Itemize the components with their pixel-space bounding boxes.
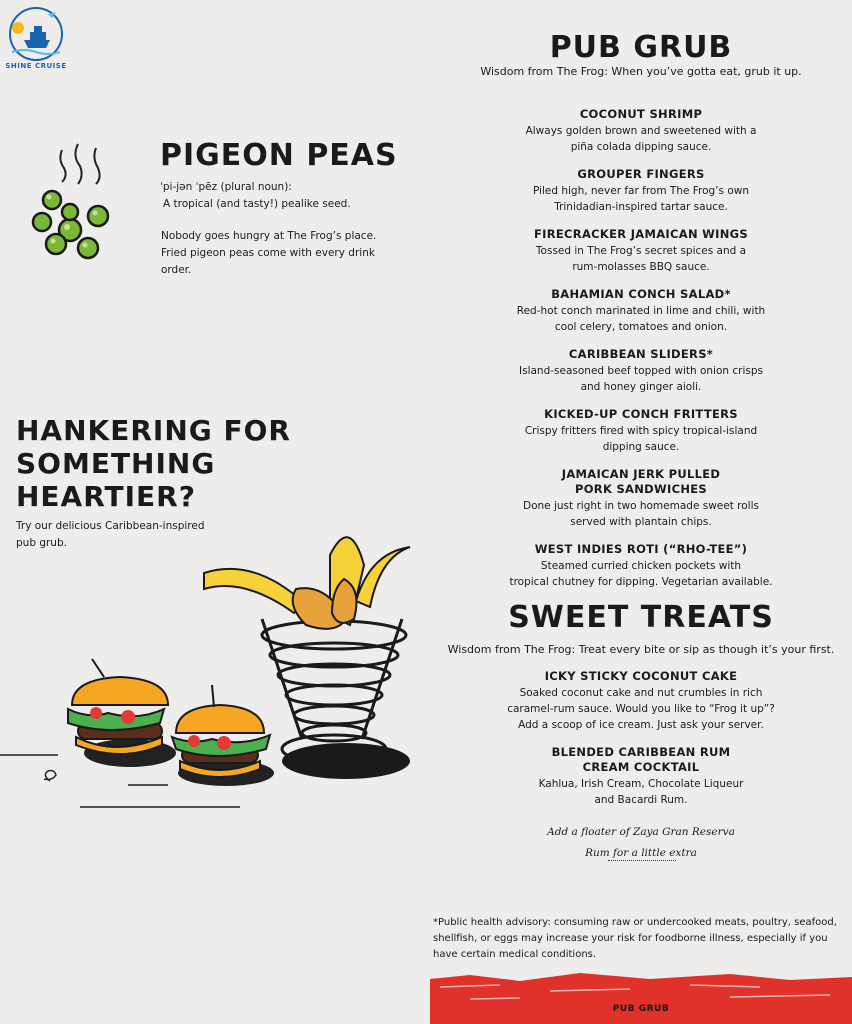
item-name: CARIBBEAN SLIDERS*: [568, 347, 714, 361]
item-name: BAHAMIAN CONCH SALAD*: [551, 287, 731, 301]
pigeon-peas-definition: A tropical (and tasty!) pealike seed.: [163, 198, 351, 210]
item-name: FIRECRACKER JAMAICAN WINGS: [534, 227, 748, 241]
menu-item: [430, 745, 852, 808]
menu-item: [430, 467, 852, 530]
item-description: Kahlua, Irish Cream, Chocolate Liqueur and Bacardi Rum.: [538, 778, 744, 806]
menu-item: [430, 407, 852, 455]
menu-item: [430, 107, 852, 155]
footer-label: PUB GRUB: [612, 1004, 670, 1014]
menu-item: [430, 669, 852, 733]
logo-text: SHINE CRUISE: [5, 62, 67, 70]
health-advisory: *Public health advisory: consuming raw or undercooked meats, poultry, seafood, shellfish, or eggs may increase your risk for foodborne illness, especially if you have certain medical conditions.: [433, 917, 837, 960]
pigeon-peas-description: Nobody goes hungry at The Frog’s place. Fried pigeon peas come with every drink order.: [161, 230, 377, 276]
item-description: Steamed curried chicken pockets with tropical chutney for dipping. Vegetarian available.: [509, 560, 773, 588]
sliders-and-fries-illustration: [0, 525, 430, 825]
item-description: Crispy fritters fired with spicy tropical-island dipping sauce.: [524, 425, 758, 453]
menu-item: [430, 287, 852, 335]
item-description: Tossed in The Frog’s secret spices and a rum-molasses BBQ sauce.: [535, 245, 747, 273]
item-name: WEST INDIES ROTI (“RHO-TEE”): [534, 542, 748, 556]
floater-underline: [608, 860, 676, 861]
item-description: Island-seasoned beef topped with onion crisps and honey ginger aioli.: [519, 365, 763, 393]
pub-grub-title: PUB GRUB: [549, 30, 733, 65]
hearty-heading: HANKERING FOR SOMETHING HEARTIER?: [16, 414, 291, 513]
item-description: Always golden brown and sweetened with a piña colada dipping sauce.: [525, 125, 757, 153]
pigeon-peas-title: PIGEON PEAS: [160, 138, 398, 173]
footer-brush-band: [430, 965, 852, 1024]
item-name: ICKY STICKY COCONUT CAKE: [544, 669, 738, 683]
menu-item: [430, 167, 852, 215]
floater-note: Add a floater of Zaya Gran Reserva Rum for a little extra: [547, 826, 735, 859]
item-description: Done just right in two homemade sweet rolls served with plantain chips.: [523, 500, 759, 528]
sweet-treats-title: SWEET TREATS: [508, 600, 774, 635]
item-name: JAMAICAN JERK PULLED PORK SANDWICHES: [561, 467, 721, 496]
pub-grub-tagline: Wisdom from The Frog: When you’ve gotta eat, grub it up.: [480, 65, 802, 78]
menu-item: [430, 347, 852, 395]
menu-item: [430, 227, 852, 275]
sweet-treats-tagline: Wisdom from The Frog: Treat every bite or sip as though it’s your first.: [447, 643, 835, 656]
item-name: COCONUT SHRIMP: [579, 107, 703, 121]
hearty-description: Try our delicious Caribbean-inspired pub grub.: [16, 520, 205, 549]
item-name: GROUPER FINGERS: [577, 167, 705, 181]
menu-item: [430, 542, 852, 590]
pigeon-peas-pronunciation: ˈpi-jən ˈpēz (plural noun):: [160, 181, 292, 193]
pigeon-peas-illustration: [26, 140, 126, 270]
item-name: BLENDED CARIBBEAN RUM CREAM COCKTAIL: [551, 745, 731, 774]
item-description: Soaked coconut cake and nut crumbles in rich caramel-rum sauce. Would you like to “Frog it up”? Add a scoop of ice cream. Just ask your server.: [507, 687, 775, 731]
item-name: KICKED-UP CONCH FRITTERS: [544, 407, 738, 421]
item-description: Piled high, never far from The Frog’s own Trinidadian-inspired tartar sauce.: [532, 185, 750, 213]
item-description: Red-hot conch marinated in lime and chili, with cool celery, tomatoes and onion.: [516, 305, 766, 333]
